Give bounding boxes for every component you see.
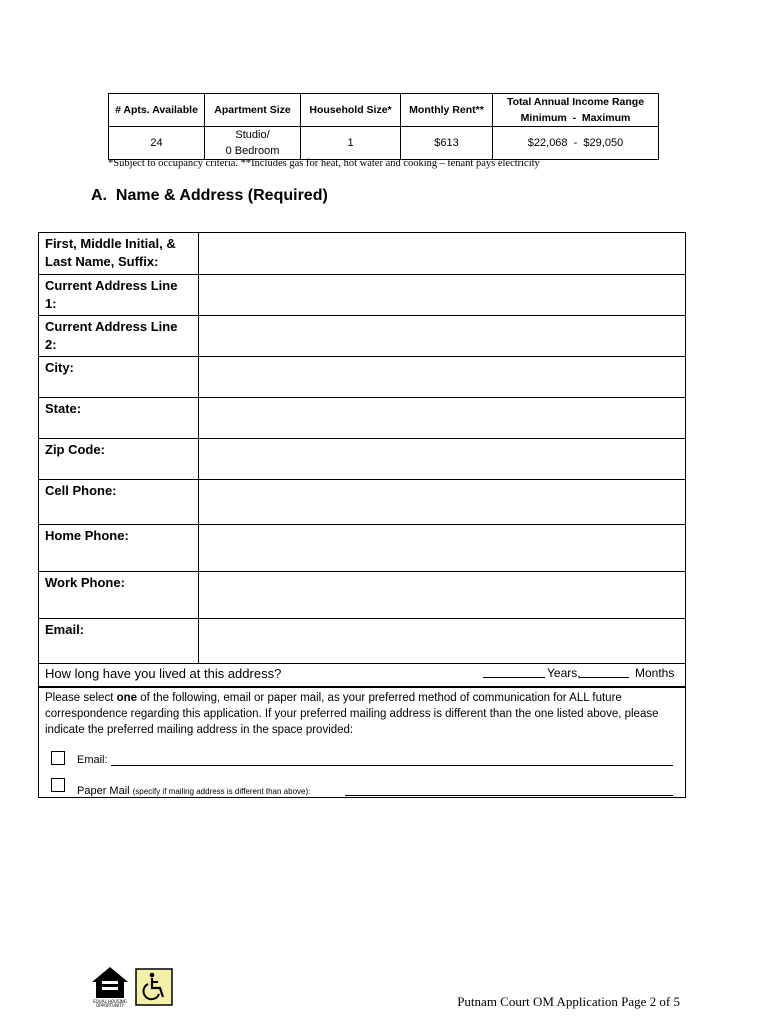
work-phone-input[interactable]: [199, 572, 685, 618]
table-footnote: *Subject to occupancy criteria. **Includes gas for heat, hot water and cooking – tenant pays electricity: [108, 158, 540, 169]
cell-apartment-size-line1: Studio/: [235, 129, 270, 141]
header-income-range: [493, 94, 659, 127]
cell-phone-input[interactable]: [199, 480, 685, 524]
field-label-address1: Current Address Line 1:: [39, 275, 199, 315]
name-input[interactable]: [199, 233, 685, 274]
equal-housing-caption: EQUAL HOUSING: [93, 999, 127, 1004]
field-label-city: City:: [39, 357, 199, 397]
field-label-name: [39, 233, 199, 274]
communication-preference-box: [38, 687, 686, 798]
unit-info-data-row: [109, 127, 659, 160]
cell-apartment-size-line2: 0 Bedroom: [225, 145, 280, 157]
field-row-address1: [39, 274, 685, 315]
footer-logos: [89, 964, 179, 1015]
field-row-cell-phone: [39, 479, 685, 524]
cell-apartment-size: [205, 127, 301, 160]
header-monthly-rent: Monthly Rent**: [401, 94, 493, 127]
home-phone-input[interactable]: [199, 525, 685, 571]
field-label-home-phone: Home Phone:: [39, 525, 199, 571]
paper-mail-address-line[interactable]: [345, 795, 673, 796]
paper-mail-checkbox[interactable]: [51, 778, 65, 792]
header-apts-available: # Apts. Available: [109, 94, 205, 127]
name-address-form: [38, 232, 686, 664]
section-title: A. Name & Address (Required): [91, 187, 328, 204]
header-household-size: Household Size*: [301, 94, 401, 127]
field-row-email: [39, 618, 685, 663]
field-label-address2: Current Address Line 2:: [39, 316, 199, 356]
email-address-line[interactable]: [111, 765, 673, 766]
field-row-home-phone: [39, 524, 685, 571]
paper-mail-note: (specify if mailing address is different than above):: [132, 787, 311, 796]
instructions-bold: one: [116, 692, 138, 704]
field-row-city: [39, 356, 685, 397]
communication-instructions: [45, 690, 679, 738]
state-input[interactable]: [199, 398, 685, 438]
city-input[interactable]: [199, 357, 685, 397]
unit-info-header-row: [109, 94, 659, 127]
address-line1-input[interactable]: [199, 275, 685, 315]
cell-income-range: $22,068 - $29,050: [493, 127, 659, 160]
field-label-name-line2: Last Name, Suffix:: [45, 254, 159, 269]
field-label-cell-phone: Cell Phone:: [39, 480, 199, 524]
email-option-label: Email:: [77, 754, 108, 766]
field-row-state: [39, 397, 685, 438]
years-input[interactable]: [483, 677, 545, 678]
cell-monthly-rent: $613: [401, 127, 493, 160]
residence-duration-question: How long have you lived at this address?: [45, 666, 282, 681]
years-label: Years,: [547, 666, 581, 680]
page-footer: Putnam Court OM Application Page 2 of 5: [457, 994, 680, 1009]
field-row-name: [39, 233, 685, 274]
months-input[interactable]: [579, 677, 629, 678]
residence-duration-row: [38, 664, 686, 687]
field-row-zip: [39, 438, 685, 479]
equal-housing-icon: [89, 964, 179, 1010]
instructions-part2: of the following, email or paper mail, as your preferred method of communication for ALL future correspondence regarding this application. If your preferred mailing address is different than the one listed above, please indicate the preferred mailing address in the space provided:: [45, 692, 659, 736]
header-apartment-size: Apartment Size: [205, 94, 301, 127]
unit-info-table: [108, 93, 659, 160]
field-label-work-phone: Work Phone:: [39, 572, 199, 618]
paper-mail-option-label: [77, 783, 310, 800]
cell-apts-available: 24: [109, 127, 205, 160]
months-label: Months: [635, 666, 675, 680]
email-input[interactable]: [199, 619, 685, 663]
field-row-work-phone: [39, 571, 685, 618]
zip-code-input[interactable]: [199, 439, 685, 479]
svg-text:OPPORTUNITY: OPPORTUNITY: [95, 1003, 125, 1008]
field-label-zip: Zip Code:: [39, 439, 199, 479]
address-line2-input[interactable]: [199, 316, 685, 356]
field-label-email: Email:: [39, 619, 199, 663]
field-row-address2: [39, 315, 685, 356]
instructions-part1: Please select: [45, 692, 117, 704]
header-income-range-line2: Minimum - Maximum: [520, 112, 631, 124]
field-label-state: State:: [39, 398, 199, 438]
email-checkbox[interactable]: [51, 751, 65, 765]
field-label-name-line1: First, Middle Initial, &: [45, 236, 176, 251]
header-income-range-line1: Total Annual Income Range: [506, 96, 645, 108]
paper-mail-label: Paper Mail: [77, 785, 130, 797]
cell-household-size: 1: [301, 127, 401, 160]
